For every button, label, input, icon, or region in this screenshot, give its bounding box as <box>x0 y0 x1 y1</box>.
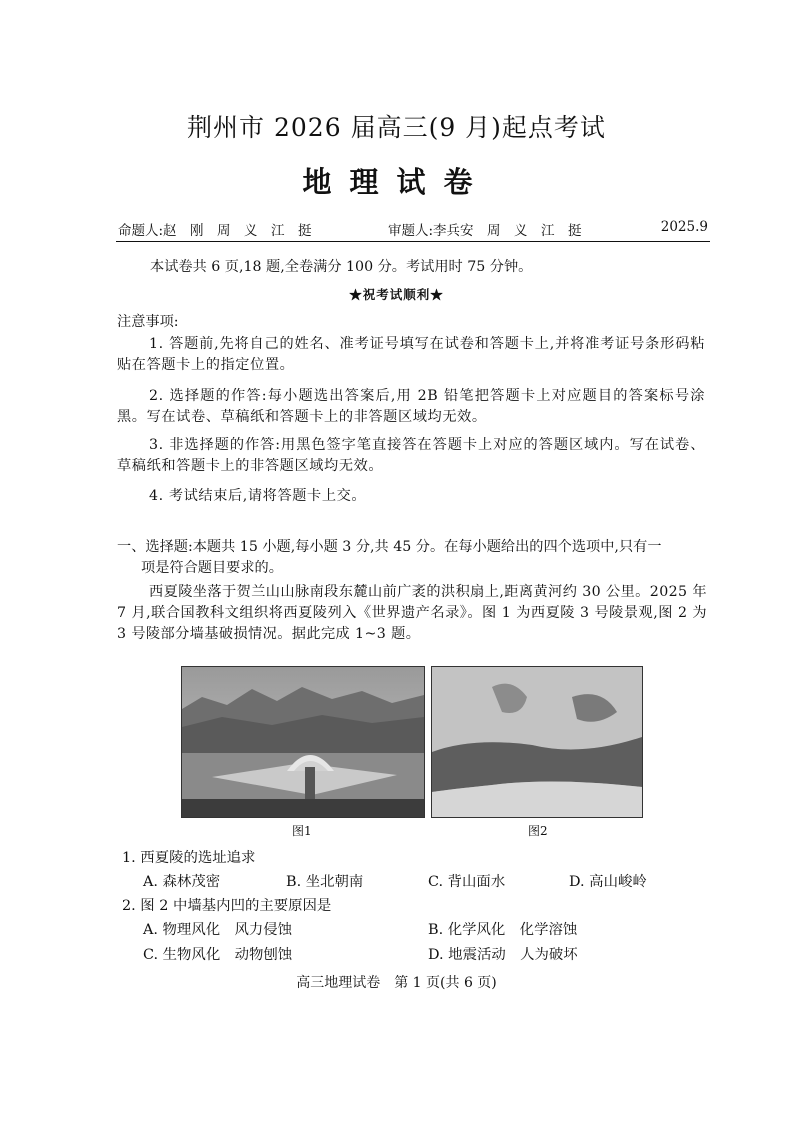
q2-option-d: D. 地震活动 人为破坏 <box>428 947 578 963</box>
q2-option-a: A. 物理风化 风力侵蚀 <box>143 922 293 938</box>
figure-2-caption: 图2 <box>528 824 548 838</box>
wall-base-photo <box>432 667 642 817</box>
notes-heading: 注意事项: <box>117 314 179 330</box>
q1-option-a: A. 森林茂密 <box>143 874 221 890</box>
q1-option-b: B. 坐北朝南 <box>286 874 364 890</box>
section-heading <box>117 537 709 579</box>
good-luck-banner: ★祝考试顺利★ <box>349 287 444 302</box>
figure-2-wall-damage <box>431 666 643 818</box>
exam-date: 2025.9 <box>660 219 708 235</box>
q2-option-b: B. 化学风化 化学溶蚀 <box>428 922 578 938</box>
exam-intro: 本试卷共 6 页,18 题,全卷满分 100 分。考试用时 75 分钟。 <box>150 259 533 275</box>
page-footer: 高三地理试卷 第 1 页(共 6 页) <box>296 975 497 991</box>
q1-option-c: C. 背山面水 <box>428 874 506 890</box>
author: 命题人:赵 刚 周 义 江 挺 <box>118 223 312 239</box>
figure-1-caption: 图1 <box>292 824 312 838</box>
authors-line <box>118 219 708 239</box>
section-heading-line2: 项是符合题目要求的。 <box>141 560 283 576</box>
q2-option-c: C. 生物风化 动物刨蚀 <box>143 947 293 963</box>
note-item: 1. 答题前,先将自己的姓名、准考证号填写在试卷和答题卡上,并将准考证号条形码粘贴在答题卡上的指定位置。 <box>117 336 705 373</box>
header-divider <box>116 241 710 242</box>
reviewer: 审题人:李兵安 周 义 江 挺 <box>388 223 582 239</box>
question-1-stem: 1. 西夏陵的选址追求 <box>122 850 256 866</box>
section-heading-line1: 一、选择题:本题共 15 小题,每小题 3 分,共 45 分。在每小题给出的四个选项中,只有一 <box>117 539 662 555</box>
note-item: 4. 考试结束后,请将答题卡上交。 <box>149 488 367 504</box>
question-2-stem: 2. 图 2 中墙基内凹的主要原因是 <box>122 898 332 914</box>
note-item: 2. 选择题的作答:每小题选出答案后,用 2B 铅笔把答题卡上对应题目的答案标号涂黑。写在试卷、草稿纸和答题卡上的非答题区域均无效。 <box>117 388 705 425</box>
tomb-landscape-photo <box>182 667 424 817</box>
note-item: 3. 非选择题的作答:用黑色签字笔直接答在答题卡上对应的答题区域内。写在试卷、草稿纸和答题卡上的非答题区域均无效。 <box>117 437 705 474</box>
figure-1-tomb-landscape <box>181 666 425 818</box>
q1-option-d: D. 高山峻岭 <box>569 874 647 890</box>
exam-subtitle: 地理试卷 <box>302 165 491 199</box>
exam-title: 荆州市 2026 届高三(9 月)起点考试 <box>187 113 606 142</box>
reading-passage: 西夏陵坐落于贺兰山山脉南段东麓山前广袤的洪积扇上,距离黄河约 30 公里。2025 年 7 月,联合国教科文组织将西夏陵列入《世界遗产名录》。图 1 为西夏陵 3 号陵景观,图 2 为 3 号陵部分墙基破损情况。据此完成 1~3 题。 <box>117 584 707 642</box>
